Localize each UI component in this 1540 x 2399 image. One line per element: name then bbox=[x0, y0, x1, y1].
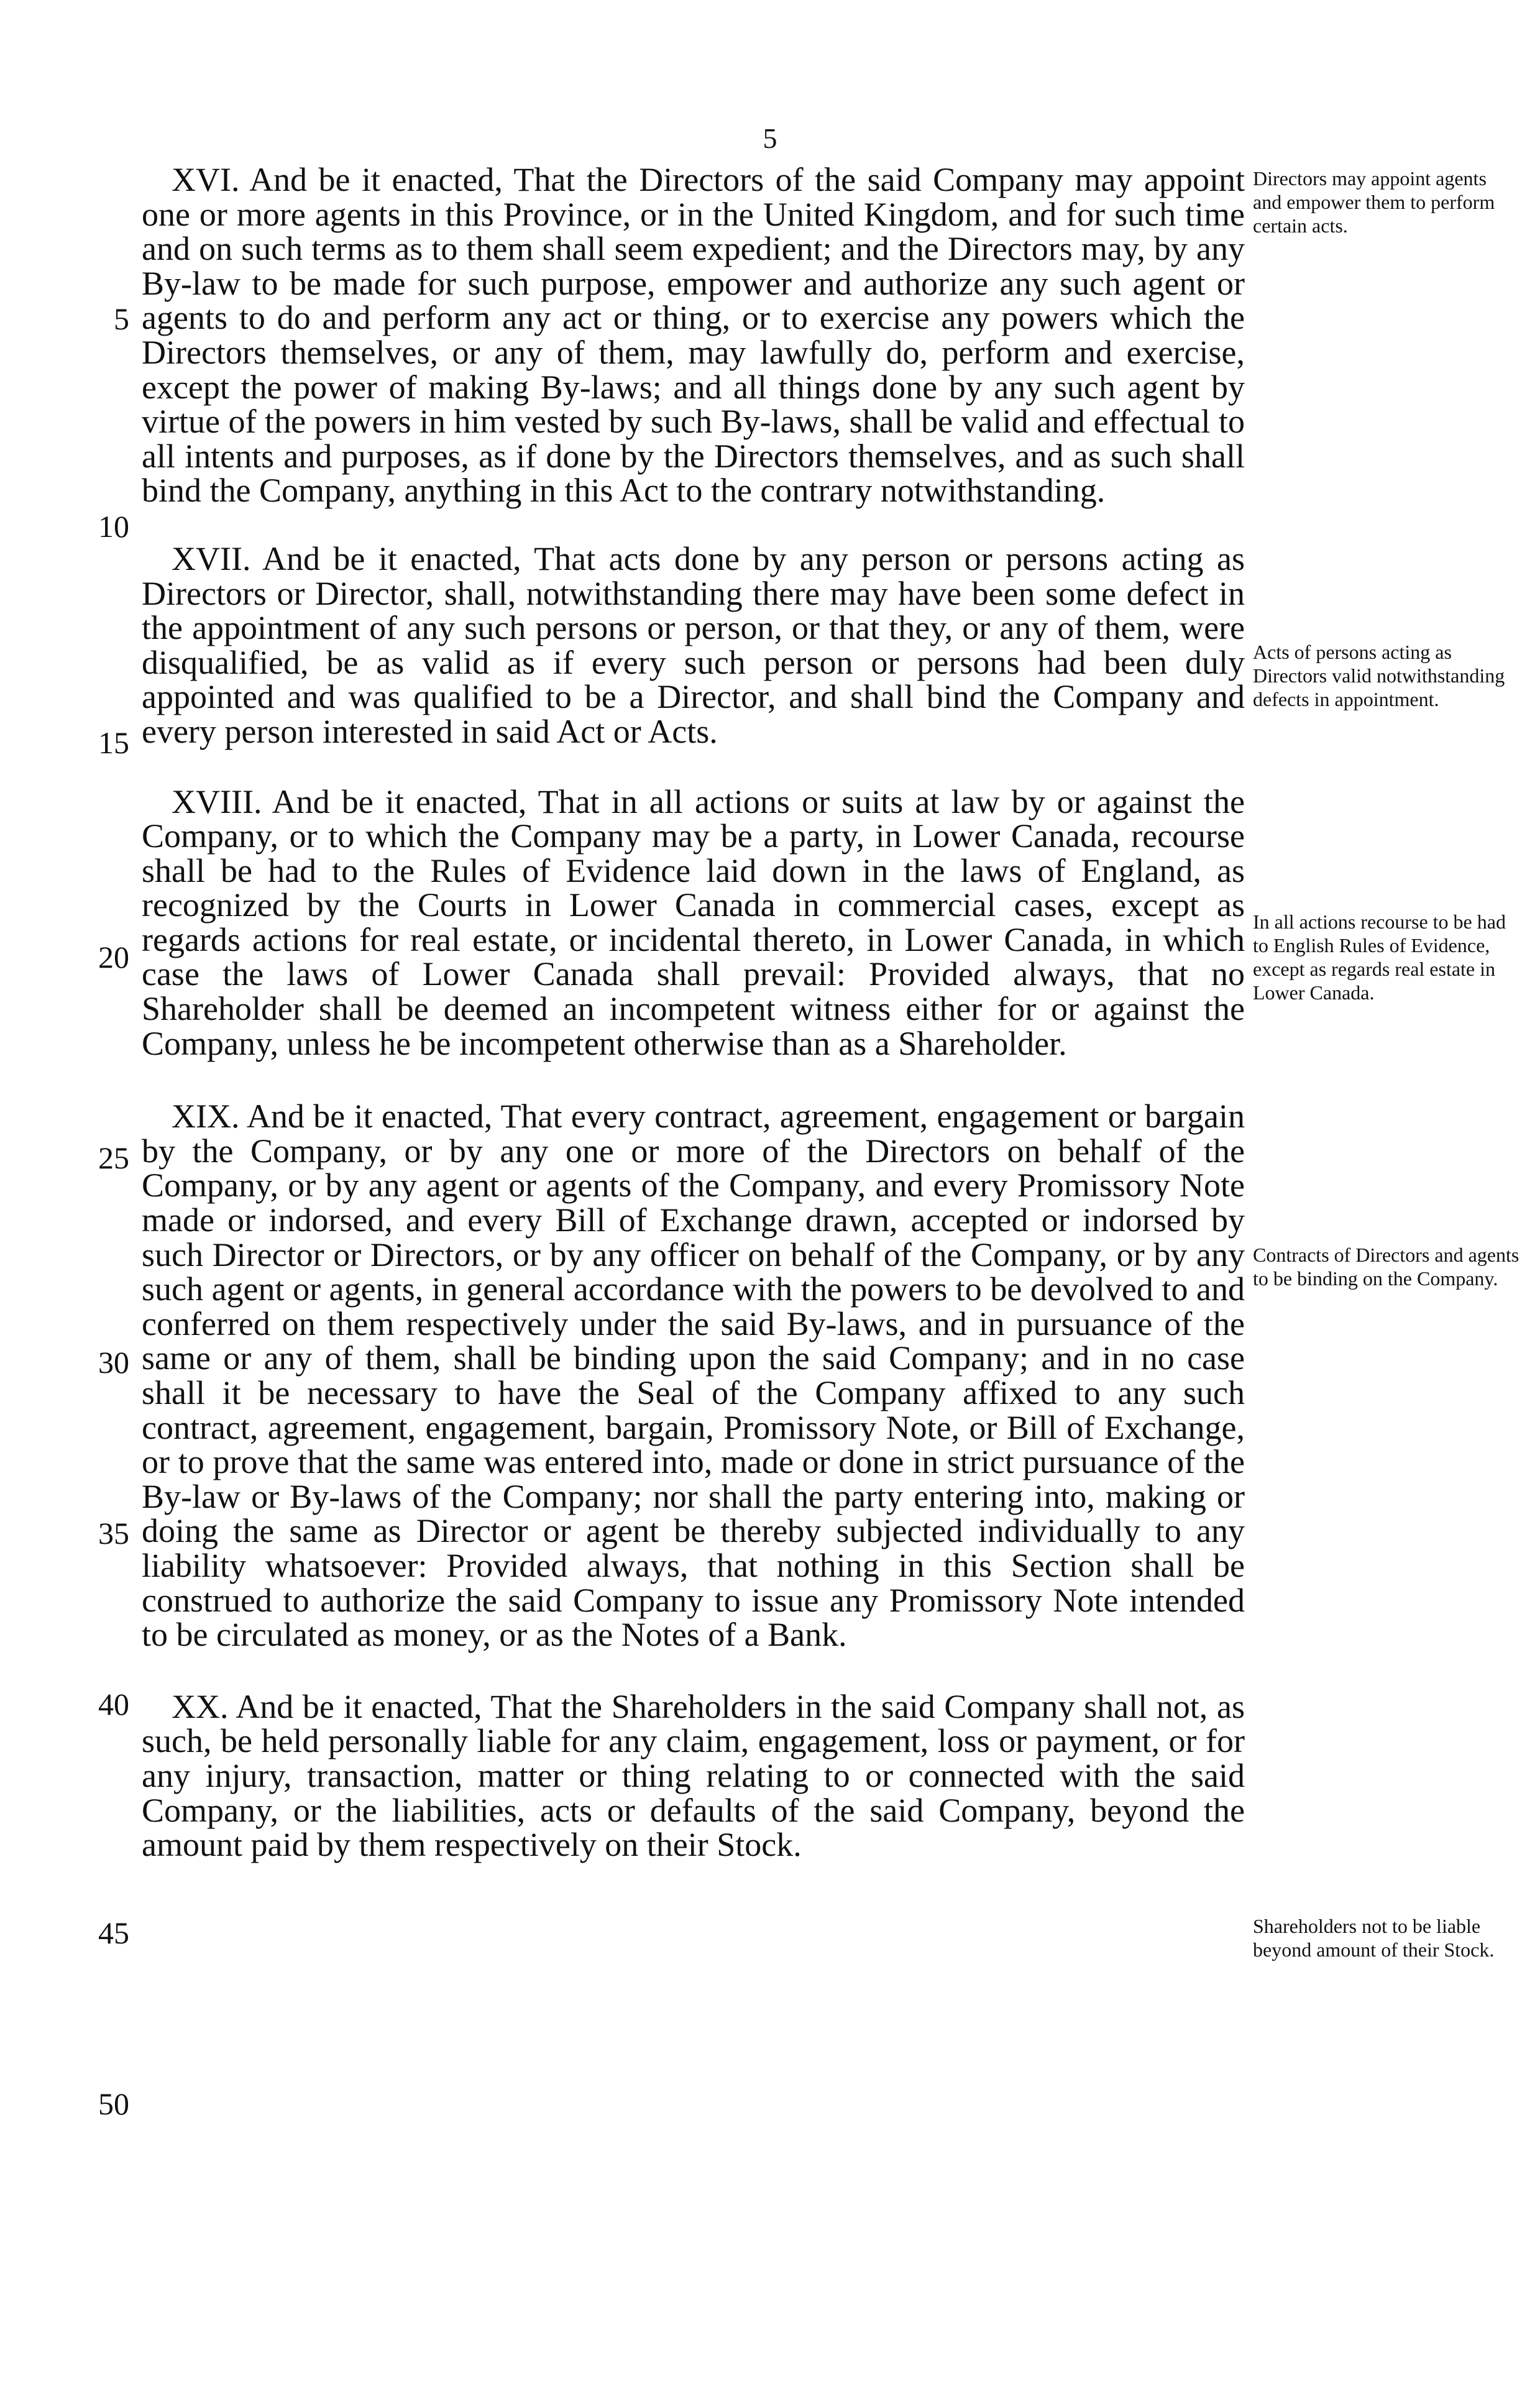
margin-note-xvi: Directors may appoint agents and empower them to perform certain acts. bbox=[1253, 167, 1495, 237]
line-number-50: 50 bbox=[98, 2086, 129, 2121]
section-xx-text: XX. And be it enacted, That the Shareholders in the said Company shall not, as such, be held personally liable for any claim, engagement, loss or payment, or for any injury, transaction, matter or thing relating to or connected with the said Company, or the liabilities, acts or defaults of the said Company, beyond the amount paid by them respectively on their Stock. bbox=[142, 1687, 1245, 1864]
line-number-15: 15 bbox=[98, 725, 129, 760]
line-number-40: 40 bbox=[98, 1687, 129, 1722]
section-xvi-text: XVI. And be it enacted, That the Directors of the said Company may appoint one or more agents in this Province, or in the United Kingdom, and for such time and on such terms as to them shall seem expedient; and the Directors may, by any By-law to be made for such purpose, empower and authorize any such agent or agents to do and perform any act or thing, or to exercise any powers which the Directors themselves, or any of them, may lawfully do, perform and exercise, except the power of making By-laws; and all things done by any such agent by virtue of the powers in him vested by such By-laws, shall be valid and effectual to all intents and purposes, as if done by the Directors themselves, and as such shall bind the Company, anything in this Act to the contrary notwithstanding. bbox=[142, 161, 1245, 510]
line-number-30: 30 bbox=[98, 1345, 129, 1380]
section-xvii bbox=[142, 539, 1245, 750]
line-number-25: 25 bbox=[98, 1140, 129, 1175]
margin-note-xviii: In all actions recourse to be had to English Rules of Evidence, except as regards real estate in Lower Canada. bbox=[1253, 911, 1506, 1004]
line-number-10: 10 bbox=[98, 509, 129, 544]
line-number-35: 35 bbox=[98, 1516, 129, 1551]
margin-note-xix: Contracts of Directors and agents to be binding on the Company. bbox=[1253, 1244, 1519, 1290]
line-number-45: 45 bbox=[98, 1915, 129, 1950]
section-xvii-text: XVII. And be it enacted, That acts done by any person or persons acting as Directors or Director, shall, notwithstanding there may have been some defect in the appointment of any such persons or person, or that they, or any of them, were disqualified, be as valid as if every such person or persons had been duly appointed and was qualified to be a Director, and shall bind the Company and every person interested in said Act or Acts. bbox=[142, 539, 1245, 750]
section-xviii bbox=[142, 782, 1245, 1062]
line-number-20: 20 bbox=[98, 940, 129, 975]
section-xvi bbox=[142, 163, 1245, 508]
section-xviii-text: XVIII. And be it enacted, That in all actions or suits at law by or against the Company, or to which the Company may be a party, in Lower Canada, recourse shall be had to the Rules of Evidence laid down in the laws of England, as recognized by the Courts in Lower Canada in commercial cases, except as regards actions for real estate, or incidental thereto, in Lower Canada, in which case the laws of Lower Canada shall prevail: Provided always, that no Shareholder shall be deemed an incompetent witness either for or against the Company, unless he be incompetent otherwise than as a Shareholder. bbox=[142, 782, 1245, 1062]
statute-body bbox=[142, 163, 1245, 1863]
page-number: 5 bbox=[763, 122, 777, 154]
section-xix-text: XIX. And be it enacted, That every contract, agreement, engagement or bargain by the Company, or by any one or more of the Directors on behalf of the Company, or by any agent or agents of the Company, and every Promissory Note made or indorsed, and every Bill of Exchange drawn, accepted or indorsed by such Director or Directors, or by any officer on behalf of the Company, or by any such agent or agents, in general accordance with the powers to be devolved to and conferred on them respectively under the said By-laws, and in pursuance of the same or any of them, shall be binding upon the said Company; and in no case shall it be necessary to have the Seal of the Company affixed to any such contract, agreement, engagement, bargain, Promissory Note, or Bill of Exchange, or to prove that the same was entered into, made or done in strict pursuance of the By-law or By-laws of the Company; nor shall the party entering into, making or doing the same as Director or agent be thereby subjected individually to any liability whatsoever: Provided always, that nothing in this Section shall be construed to authorize the said Company to issue any Promissory Note intended to be circulated as money, or as the Notes of a Bank. bbox=[142, 1098, 1245, 1654]
margin-note-xx: Shareholders not to be liable beyond amount of their Stock. bbox=[1253, 1915, 1495, 1961]
margin-note-xvii: Acts of persons acting as Directors valid notwithstanding defects in appointment. bbox=[1253, 641, 1505, 710]
section-xx bbox=[142, 1687, 1245, 1864]
section-xix bbox=[142, 1099, 1245, 1653]
line-number-5: 5 bbox=[114, 301, 129, 336]
